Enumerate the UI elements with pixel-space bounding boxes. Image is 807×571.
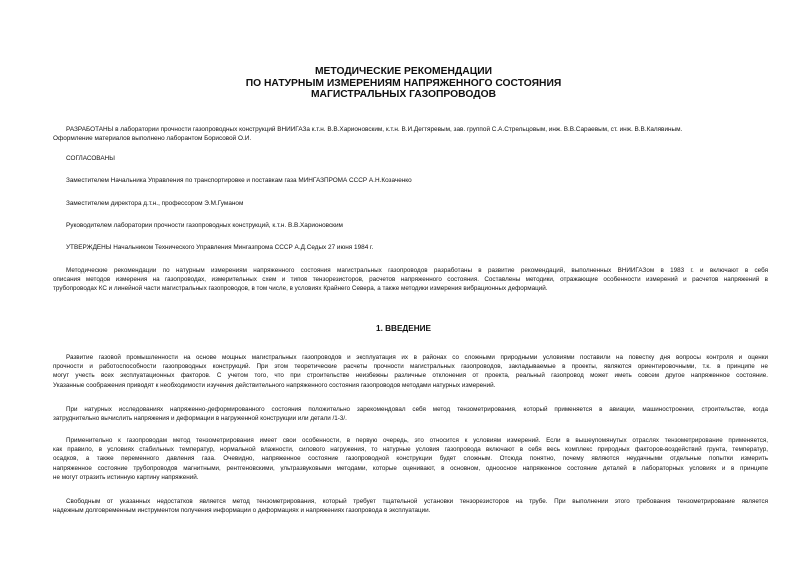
paragraph-line: не могут отразить истинную картину напряжений. [53, 473, 199, 481]
agreed-item: Заместителем Начальника Управления по транспортировке и поставкам газа МИНГАЗПРОМА СССР А.Н.Козаченко [66, 177, 412, 184]
approved-line: УТВЕРЖДЕНЫ Начальником Технического Управления Мингазпрома СССР А.Д.Седых 27 июня 1984 г. [66, 244, 374, 251]
section-paragraph-4 [53, 497, 768, 515]
paragraph-line: могут учесть всех эксплуатационных факторов. С учетом того, что при строительстве неизбежны различные отклонения от проекта, реальный газопровод может иметь совсем другое напряженное состояние. [53, 372, 768, 380]
agreed-item: Заместителем директора д.т.н., профессором Э.М.Гуманом [66, 200, 244, 207]
paragraph-line: Развитие газовой промышленности на основе мощных магистральных газопроводов и эксплуатация их в районах со сложными природными условиями поставили на повестку дня вопросы контроля и оценки [66, 354, 768, 361]
paragraph-line: Указанные соображения приводят к необходимости изучения действительного напряженного состояния газопроводов методами натурных измерений. [53, 381, 496, 389]
paragraph-line: прочности и работоспособности газопроводных конструкций. При этом теоретические расчеты прочности магистральных газопроводов, закладываемые в проекты, являются ориентировочными, т.к. в принципе не [53, 363, 768, 371]
section-paragraph-3 [53, 436, 768, 482]
agreed-item: Руководителем лаборатории прочности газопроводных конструкций, к.т.н. В.В.Харионовским [66, 222, 343, 229]
intro-line: трубопроводах КС и линейной части магистральных газопроводов, в том числе, в условиях Крайнего Севера, а также методики измерения вибрационных деформаций. [53, 285, 548, 293]
intro-line: описания методов измерения на газопроводах, измерительных схем и типов тензорезисторов, расчетов напряженного состояния. Составлены методики, отражающие особенности измерений и расчетов напряжений в [53, 276, 768, 284]
section-paragraph-2 [53, 405, 768, 423]
section-heading: 1. ВВЕДЕНИЕ [376, 324, 431, 333]
developed-line-2: Оформление материалов выполнено лаборантом Борисовой О.И. [53, 135, 252, 142]
paragraph-line: как правило, в условиях стабильных температур, нормальной влажности, силового нагружения, то натурные условия газопровода включают в себя весь комплекс природных факторов-воздействий грунта, температур, [53, 446, 768, 454]
paragraph-line: Применительно к газопроводам метод тензометрирования имеет свои особенности, в первую очередь, это относится к условиям измерений. Если в вышеупомянутых отраслях тензометрирование применяется, [66, 437, 768, 444]
agreed-heading: СОГЛАСОВАНЫ [66, 155, 115, 162]
title-line-1: МЕТОДИЧЕСКИЕ РЕКОМЕНДАЦИИ [314, 66, 493, 77]
intro-paragraph [53, 266, 768, 294]
paragraph-line: надежным долговременным инструментом получения информации о деформациях и напряжениях газопровода в эксплуатации. [53, 507, 431, 515]
title-line-2: ПО НАТУРНЫМ ИЗМЕРЕНИЯМ НАПРЯЖЕННОГО СОСТОЯНИЯ [245, 78, 562, 89]
paragraph-line: При натурных исследованиях напряженно-деформированного состояния положительно зарекомендовал себя метод тензометрирования, который применяется в авиации, машиностроении, строительстве, когда [66, 406, 768, 413]
paragraph-line: напряженное состояние трубопроводов магнитными, рентгеновскими, ультразвуковыми методами, которые оценивают, в основном, одноосное напряженное состояние деталей в лабораторных условиях и в принципе [53, 464, 768, 472]
developed-line-1: РАЗРАБОТАНЫ в лаборатории прочности газопроводных конструкций ВНИИГАЗа к.т.н. В.В.Харионовским, к.т.н. В.И.Дегтяревым, зав. группой С.А.Стрельцовым, инж. В.В.Сараевым, ст. инж. В.В.Калявиным. [66, 126, 683, 133]
title-line-3: МАГИСТРАЛЬНЫХ ГАЗОПРОВОДОВ [310, 89, 497, 100]
section-paragraph-1 [53, 353, 768, 390]
paragraph-line: затруднительно вычислить напряжения и деформации в нагруженной конструкции или детали /1-3/. [53, 415, 347, 423]
paragraph-line: осадков, а также переменного давления газа. Очевидно, напряженное состояние газопроводной конструкции будет сложным. Отсюда понятно, почему являются неудачными отдельные попытки измерить [53, 455, 768, 463]
paragraph-line: Свободным от указанных недостатков является метод тензометрирования, который требует тщательной установки тензорезисторов на трубе. При выполнении этого требования тензометрирование является [66, 498, 768, 505]
intro-line: Методические рекомендации по натурным измерениям напряженного состояния магистральных газопроводов разработаны в развитие рекомендаций, выполненных ВНИИГАЗом в 1983 г. и включают в себя [66, 267, 768, 274]
